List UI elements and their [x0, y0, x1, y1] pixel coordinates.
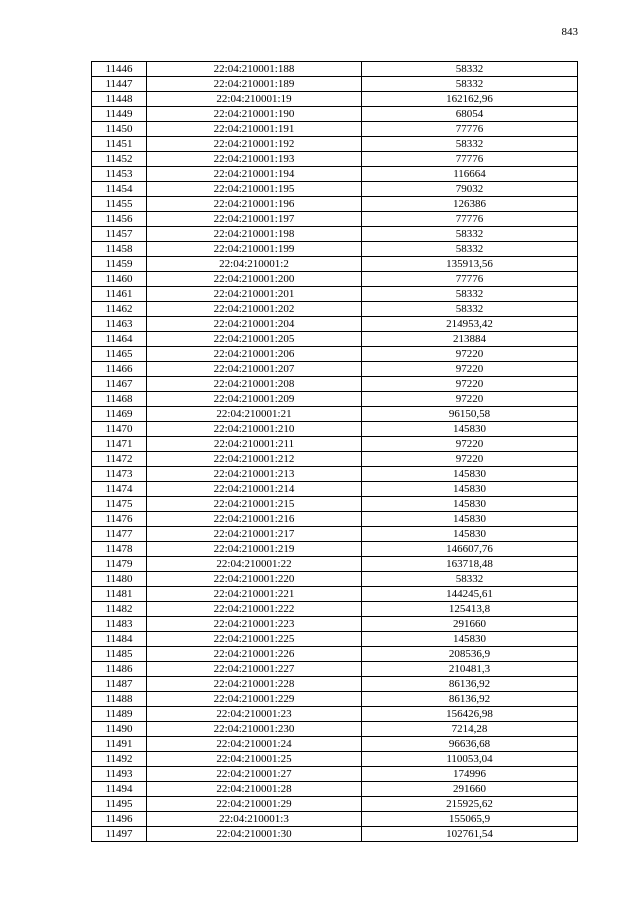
table-row [92, 347, 578, 362]
row-number-cell: 11477 [92, 527, 147, 542]
cadastral-number-cell: 22:04:210001:220 [147, 572, 362, 587]
table-row [92, 92, 578, 107]
row-number-cell: 11478 [92, 542, 147, 557]
table-row [92, 632, 578, 647]
cadastral-number-cell: 22:04:210001:226 [147, 647, 362, 662]
value-cell: 116664 [362, 167, 578, 182]
value-cell: 145830 [362, 467, 578, 482]
row-number-cell: 11464 [92, 332, 147, 347]
row-number-cell: 11467 [92, 377, 147, 392]
data-table [91, 61, 578, 842]
row-number-cell: 11476 [92, 512, 147, 527]
value-cell: 86136,92 [362, 677, 578, 692]
table-row [92, 812, 578, 827]
value-cell: 215925,62 [362, 797, 578, 812]
value-cell: 126386 [362, 197, 578, 212]
table-row [92, 482, 578, 497]
table-row [92, 527, 578, 542]
value-cell: 145830 [362, 527, 578, 542]
cadastral-number-cell: 22:04:210001:202 [147, 302, 362, 317]
row-number-cell: 11488 [92, 692, 147, 707]
cadastral-number-cell: 22:04:210001:190 [147, 107, 362, 122]
cadastral-number-cell: 22:04:210001:204 [147, 317, 362, 332]
value-cell: 58332 [362, 287, 578, 302]
table-row [92, 707, 578, 722]
row-number-cell: 11489 [92, 707, 147, 722]
cadastral-number-cell: 22:04:210001:212 [147, 452, 362, 467]
value-cell: 77776 [362, 122, 578, 137]
cadastral-number-cell: 22:04:210001:197 [147, 212, 362, 227]
cadastral-number-cell: 22:04:210001:215 [147, 497, 362, 512]
row-number-cell: 11493 [92, 767, 147, 782]
value-cell: 68054 [362, 107, 578, 122]
row-number-cell: 11463 [92, 317, 147, 332]
row-number-cell: 11449 [92, 107, 147, 122]
row-number-cell: 11447 [92, 77, 147, 92]
row-number-cell: 11480 [92, 572, 147, 587]
row-number-cell: 11475 [92, 497, 147, 512]
cadastral-number-cell: 22:04:210001:196 [147, 197, 362, 212]
table-row [92, 467, 578, 482]
table-row [92, 152, 578, 167]
value-cell: 97220 [362, 452, 578, 467]
table-row [92, 437, 578, 452]
cadastral-number-cell: 22:04:210001:223 [147, 617, 362, 632]
table-row [92, 587, 578, 602]
cadastral-number-cell: 22:04:210001:201 [147, 287, 362, 302]
value-cell: 97220 [362, 437, 578, 452]
cadastral-number-cell: 22:04:210001:21 [147, 407, 362, 422]
table-row [92, 167, 578, 182]
table-row [92, 392, 578, 407]
value-cell: 214953,42 [362, 317, 578, 332]
table-row [92, 107, 578, 122]
table-row [92, 272, 578, 287]
cadastral-number-cell: 22:04:210001:211 [147, 437, 362, 452]
value-cell: 77776 [362, 272, 578, 287]
row-number-cell: 11458 [92, 242, 147, 257]
value-cell: 144245,61 [362, 587, 578, 602]
value-cell: 58332 [362, 227, 578, 242]
table-row [92, 212, 578, 227]
cadastral-number-cell: 22:04:210001:208 [147, 377, 362, 392]
value-cell: 145830 [362, 512, 578, 527]
value-cell: 145830 [362, 632, 578, 647]
table-row [92, 827, 578, 842]
row-number-cell: 11486 [92, 662, 147, 677]
value-cell: 145830 [362, 422, 578, 437]
value-cell: 97220 [362, 362, 578, 377]
table-row [92, 542, 578, 557]
table-row [92, 782, 578, 797]
cadastral-number-cell: 22:04:210001:198 [147, 227, 362, 242]
row-number-cell: 11469 [92, 407, 147, 422]
row-number-cell: 11452 [92, 152, 147, 167]
value-cell: 77776 [362, 212, 578, 227]
row-number-cell: 11494 [92, 782, 147, 797]
row-number-cell: 11454 [92, 182, 147, 197]
table-row [92, 692, 578, 707]
table-row [92, 332, 578, 347]
table-row [92, 407, 578, 422]
cadastral-number-cell: 22:04:210001:205 [147, 332, 362, 347]
row-number-cell: 11455 [92, 197, 147, 212]
table-body [92, 62, 578, 842]
row-number-cell: 11473 [92, 467, 147, 482]
cadastral-number-cell: 22:04:210001:23 [147, 707, 362, 722]
row-number-cell: 11495 [92, 797, 147, 812]
cadastral-number-cell: 22:04:210001:216 [147, 512, 362, 527]
value-cell: 102761,54 [362, 827, 578, 842]
cadastral-number-cell: 22:04:210001:27 [147, 767, 362, 782]
table-row [92, 287, 578, 302]
cadastral-number-cell: 22:04:210001:192 [147, 137, 362, 152]
cadastral-number-cell: 22:04:210001:207 [147, 362, 362, 377]
cadastral-number-cell: 22:04:210001:221 [147, 587, 362, 602]
table-row [92, 362, 578, 377]
row-number-cell: 11482 [92, 602, 147, 617]
cadastral-number-cell: 22:04:210001:210 [147, 422, 362, 437]
table-row [92, 77, 578, 92]
cadastral-number-cell: 22:04:210001:19 [147, 92, 362, 107]
table-row [92, 602, 578, 617]
row-number-cell: 11481 [92, 587, 147, 602]
value-cell: 174996 [362, 767, 578, 782]
value-cell: 58332 [362, 302, 578, 317]
cadastral-number-cell: 22:04:210001:195 [147, 182, 362, 197]
cadastral-number-cell: 22:04:210001:3 [147, 812, 362, 827]
cadastral-number-cell: 22:04:210001:227 [147, 662, 362, 677]
cadastral-number-cell: 22:04:210001:28 [147, 782, 362, 797]
cadastral-number-cell: 22:04:210001:228 [147, 677, 362, 692]
table-row [92, 197, 578, 212]
row-number-cell: 11453 [92, 167, 147, 182]
row-number-cell: 11456 [92, 212, 147, 227]
value-cell: 156426,98 [362, 707, 578, 722]
table-row [92, 617, 578, 632]
table-row [92, 662, 578, 677]
table-row [92, 797, 578, 812]
table-row [92, 227, 578, 242]
row-number-cell: 11491 [92, 737, 147, 752]
value-cell: 110053,04 [362, 752, 578, 767]
cadastral-number-cell: 22:04:210001:30 [147, 827, 362, 842]
row-number-cell: 11457 [92, 227, 147, 242]
row-number-cell: 11487 [92, 677, 147, 692]
cadastral-number-cell: 22:04:210001:189 [147, 77, 362, 92]
table-row [92, 317, 578, 332]
value-cell: 162162,96 [362, 92, 578, 107]
cadastral-number-cell: 22:04:210001:24 [147, 737, 362, 752]
row-number-cell: 11472 [92, 452, 147, 467]
cadastral-number-cell: 22:04:210001:193 [147, 152, 362, 167]
row-number-cell: 11484 [92, 632, 147, 647]
row-number-cell: 11462 [92, 302, 147, 317]
table-row [92, 752, 578, 767]
table-row [92, 257, 578, 272]
value-cell: 146607,76 [362, 542, 578, 557]
row-number-cell: 11450 [92, 122, 147, 137]
row-number-cell: 11460 [92, 272, 147, 287]
table-row [92, 677, 578, 692]
value-cell: 96150,58 [362, 407, 578, 422]
table-row [92, 137, 578, 152]
value-cell: 79032 [362, 182, 578, 197]
value-cell: 96636,68 [362, 737, 578, 752]
cadastral-number-cell: 22:04:210001:194 [147, 167, 362, 182]
value-cell: 77776 [362, 152, 578, 167]
value-cell: 291660 [362, 617, 578, 632]
value-cell: 86136,92 [362, 692, 578, 707]
table-row [92, 302, 578, 317]
table-row [92, 422, 578, 437]
table-row [92, 122, 578, 137]
cadastral-number-cell: 22:04:210001:229 [147, 692, 362, 707]
table-row [92, 737, 578, 752]
row-number-cell: 11490 [92, 722, 147, 737]
value-cell: 213884 [362, 332, 578, 347]
cadastral-number-cell: 22:04:210001:199 [147, 242, 362, 257]
table-row [92, 767, 578, 782]
row-number-cell: 11474 [92, 482, 147, 497]
row-number-cell: 11461 [92, 287, 147, 302]
value-cell: 163718,48 [362, 557, 578, 572]
page-number: 843 [561, 26, 578, 38]
row-number-cell: 11485 [92, 647, 147, 662]
row-number-cell: 11479 [92, 557, 147, 572]
cadastral-number-cell: 22:04:210001:217 [147, 527, 362, 542]
cadastral-number-cell: 22:04:210001:29 [147, 797, 362, 812]
value-cell: 208536,9 [362, 647, 578, 662]
cadastral-number-cell: 22:04:210001:222 [147, 602, 362, 617]
row-number-cell: 11468 [92, 392, 147, 407]
value-cell: 58332 [362, 77, 578, 92]
value-cell: 58332 [362, 62, 578, 77]
cadastral-number-cell: 22:04:210001:22 [147, 557, 362, 572]
value-cell: 58332 [362, 572, 578, 587]
row-number-cell: 11465 [92, 347, 147, 362]
cadastral-number-cell: 22:04:210001:214 [147, 482, 362, 497]
value-cell: 135913,56 [362, 257, 578, 272]
value-cell: 58332 [362, 137, 578, 152]
value-cell: 7214,28 [362, 722, 578, 737]
table-row [92, 242, 578, 257]
row-number-cell: 11466 [92, 362, 147, 377]
row-number-cell: 11471 [92, 437, 147, 452]
row-number-cell: 11497 [92, 827, 147, 842]
row-number-cell: 11470 [92, 422, 147, 437]
cadastral-number-cell: 22:04:210001:230 [147, 722, 362, 737]
cadastral-number-cell: 22:04:210001:191 [147, 122, 362, 137]
row-number-cell: 11446 [92, 62, 147, 77]
value-cell: 97220 [362, 377, 578, 392]
row-number-cell: 11483 [92, 617, 147, 632]
table-row [92, 647, 578, 662]
cadastral-number-cell: 22:04:210001:206 [147, 347, 362, 362]
value-cell: 125413,8 [362, 602, 578, 617]
table-row [92, 452, 578, 467]
value-cell: 291660 [362, 782, 578, 797]
value-cell: 58332 [362, 242, 578, 257]
row-number-cell: 11459 [92, 257, 147, 272]
cadastral-number-cell: 22:04:210001:209 [147, 392, 362, 407]
row-number-cell: 11451 [92, 137, 147, 152]
table-row [92, 512, 578, 527]
cadastral-number-cell: 22:04:210001:219 [147, 542, 362, 557]
row-number-cell: 11496 [92, 812, 147, 827]
cadastral-number-cell: 22:04:210001:25 [147, 752, 362, 767]
table-row [92, 182, 578, 197]
table-row [92, 62, 578, 77]
value-cell: 97220 [362, 392, 578, 407]
row-number-cell: 11448 [92, 92, 147, 107]
row-number-cell: 11492 [92, 752, 147, 767]
value-cell: 97220 [362, 347, 578, 362]
cadastral-number-cell: 22:04:210001:200 [147, 272, 362, 287]
value-cell: 145830 [362, 497, 578, 512]
value-cell: 155065,9 [362, 812, 578, 827]
table-row [92, 377, 578, 392]
value-cell: 145830 [362, 482, 578, 497]
value-cell: 210481,3 [362, 662, 578, 677]
cadastral-number-cell: 22:04:210001:188 [147, 62, 362, 77]
table-row [92, 722, 578, 737]
cadastral-number-cell: 22:04:210001:213 [147, 467, 362, 482]
table-row [92, 572, 578, 587]
table-row [92, 557, 578, 572]
cadastral-number-cell: 22:04:210001:2 [147, 257, 362, 272]
cadastral-number-cell: 22:04:210001:225 [147, 632, 362, 647]
table-row [92, 497, 578, 512]
